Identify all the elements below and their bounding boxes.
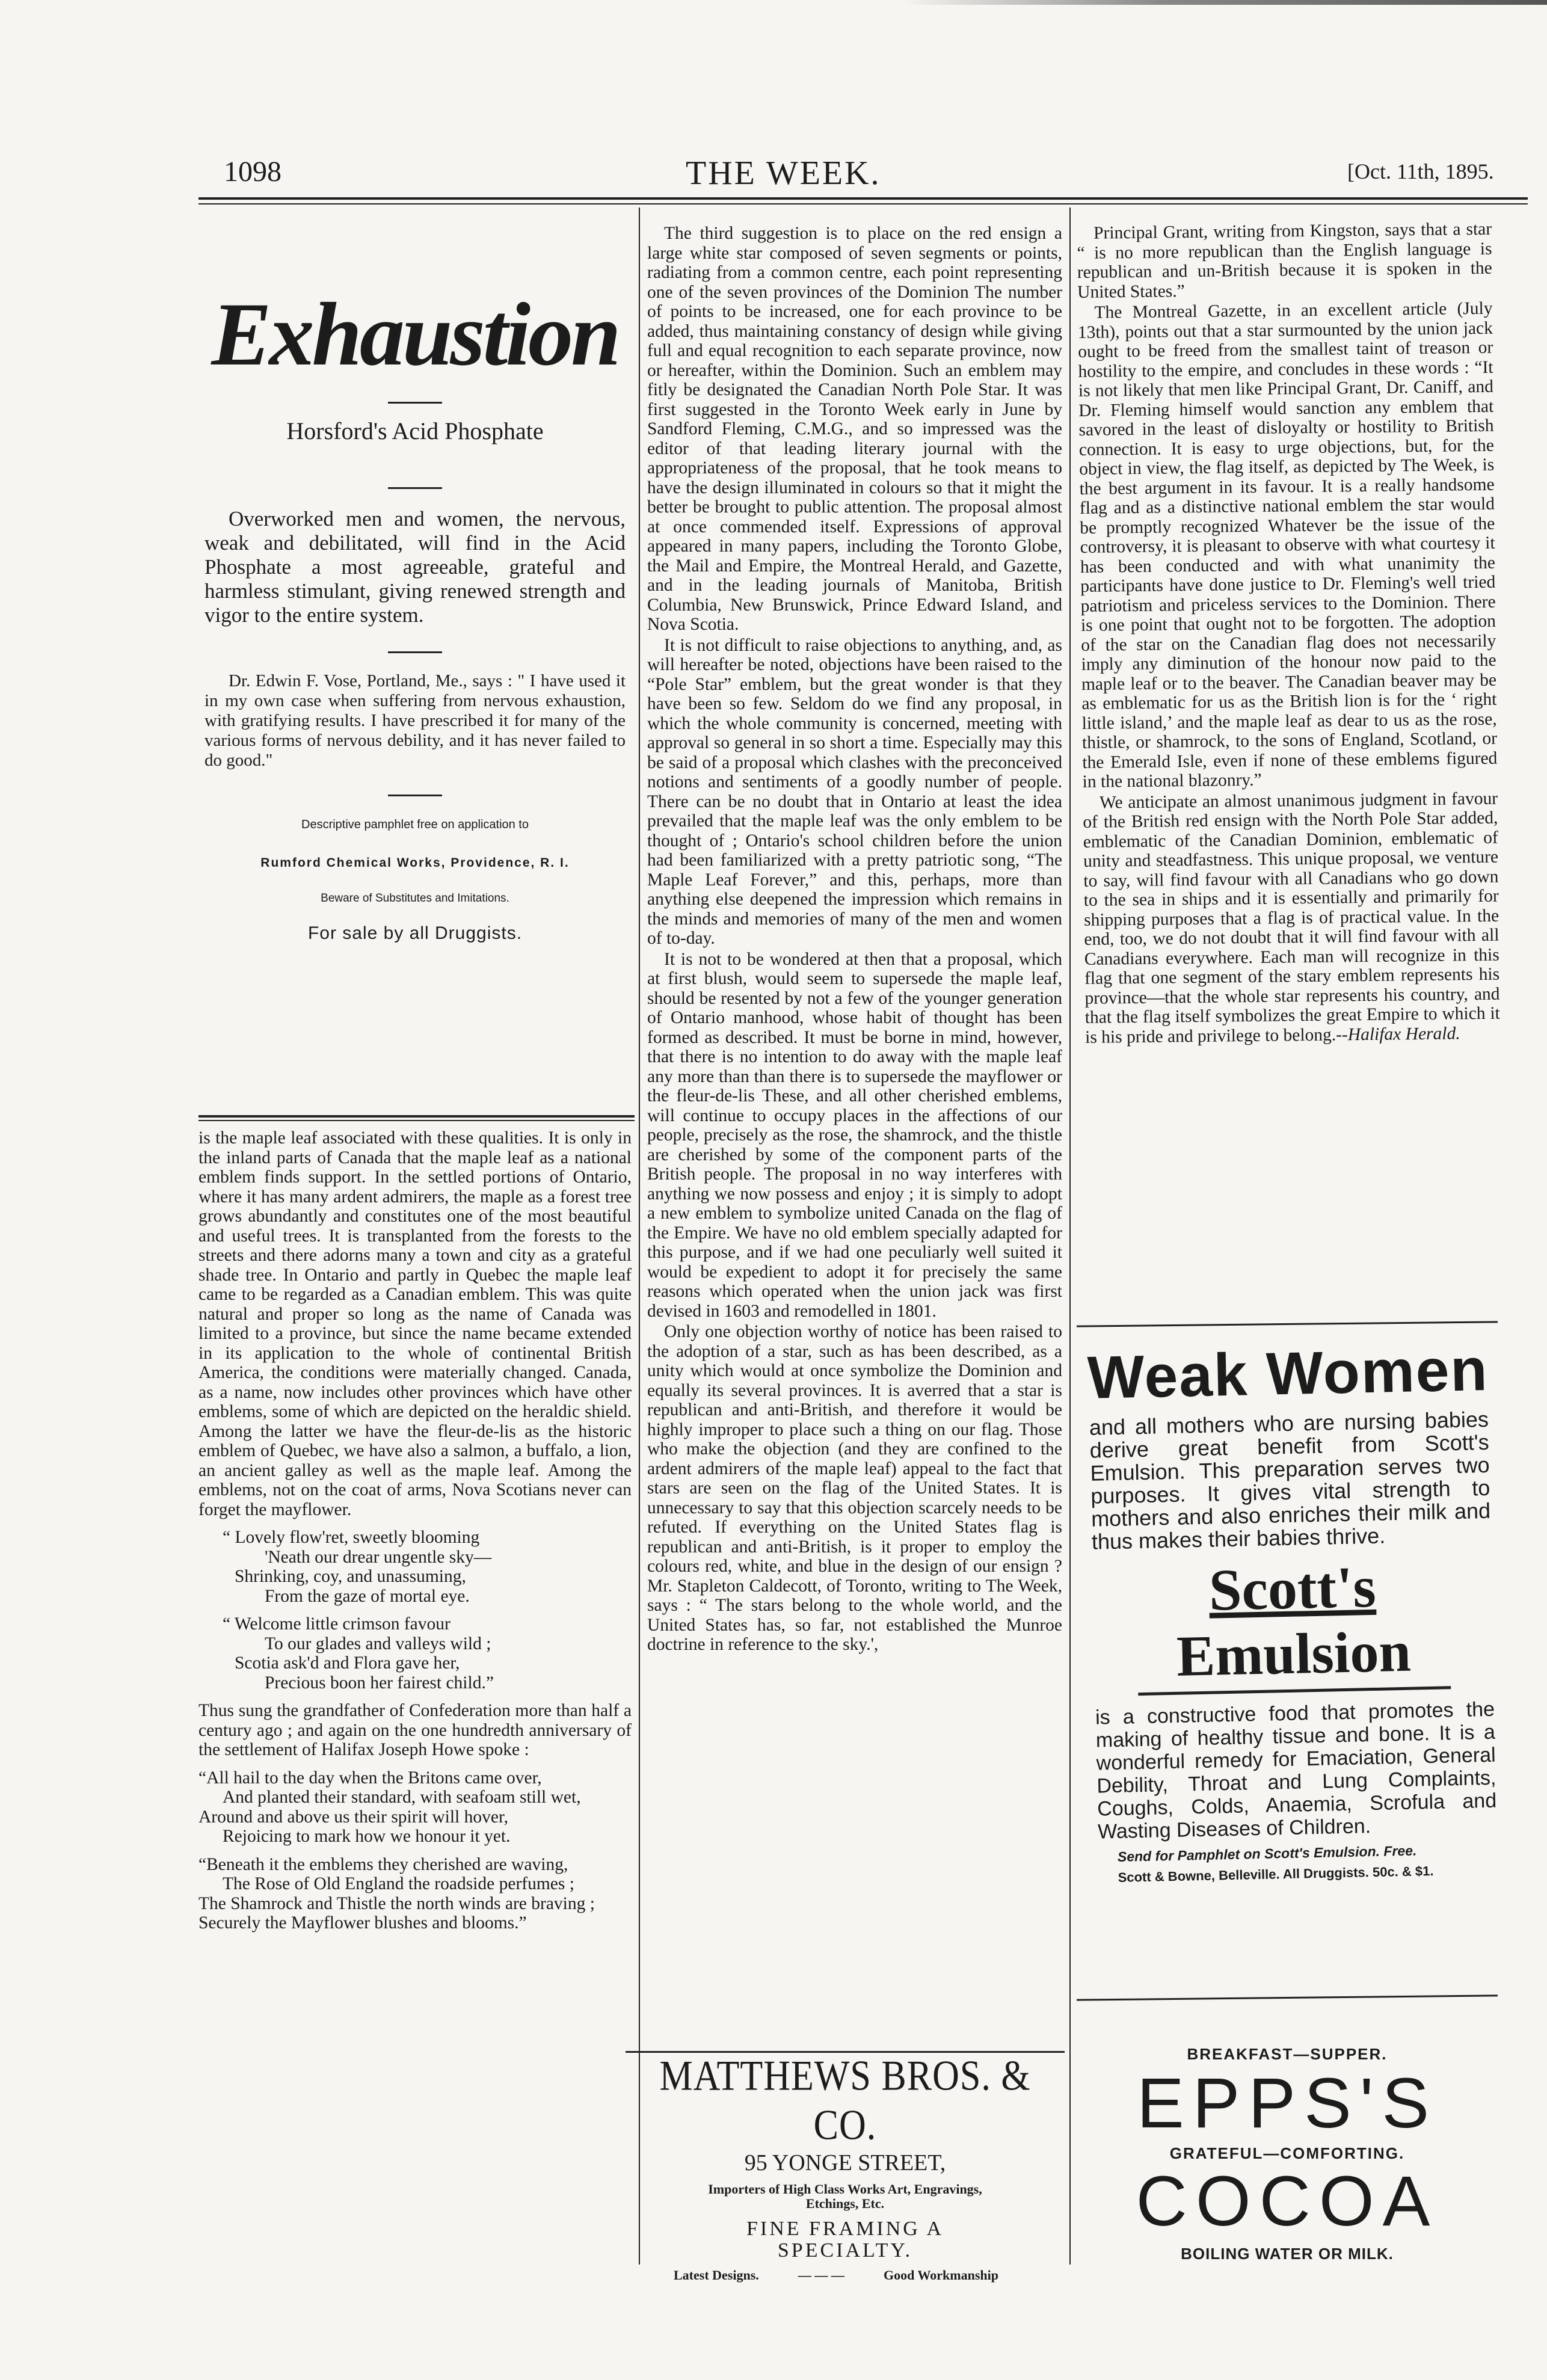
ad-body: Overworked men and women, the nervous, weak and debilitated, will find in the Acid Phosphate a most agreeable, grateful and harmless stimulant, giving renewed strength and vigor to the entire system. (205, 507, 626, 627)
poem-line: Securely the Mayflower blushes and blooms.” (198, 1913, 527, 1933)
poem-line: To our glades and valleys wild ; (265, 1634, 491, 1653)
epps-cocoa-advertisement (1083, 2045, 1492, 2263)
product-name: COCOA (1136, 2162, 1439, 2241)
poem-line: Around and above us their spirit will hover, (198, 1807, 508, 1827)
article-paragraph (1083, 789, 1500, 1047)
beware-note: Beware of Substitutes and Imitations. (321, 892, 509, 905)
dash-separator: — — — (798, 2268, 844, 2283)
ad-headline: Exhaustion (211, 284, 619, 384)
ad-testimonial: Dr. Edwin F. Vose, Portland, Me., says : " I have used it in my own case when suffering from nervous exhaustion, with gratifying results. I have prescribed it for many of the various forms of nervous debility, and it has never failed to do good." (205, 671, 626, 770)
ad-headline: Weak Women (1086, 1335, 1489, 1412)
horsford-advertisement (198, 211, 632, 1089)
section-rule (1077, 1321, 1498, 1327)
manufacturer: Rumford Chemical Works, Providence, R. I. (260, 856, 570, 870)
scan-edge (902, 0, 1547, 5)
divider (388, 795, 442, 796)
article-paragraph: The Montreal Gazette, in an excellent article (July 13th), points out that a star surmounted by the union jack ought to be freed from the smallest taint of treason or hostility to the empire, and concludes in these words : “It is not likely that men like Principal Grant, Dr. Caniff, and Dr. Fleming himself would sanction any emblem that savored in the least of disloyalty or hostility to British connection. It is easy to urge objections, but, for the object in view, the flag itself, as depicted by The Week, is the best argument in its favour. It is a really handsome flag and as a distinctive national emblem the star would be promptly recognized Whatever be the issue of the controversy, it is pleasant to observe with what courtesy it has been conducted and with what unanimity the participants have done justice to Dr. Fleming's well tried patriotism and priceless services to the Dominion. There is one point that ought not to be forgotten. The adoption of the star on the Canadian flag does not necessarily imply any diminution of the honour now paid to the maple leaf or to the beaver. The Canadian beaver may be as emblematic for us as the British lion is for the ‘ right little island,’ and the maple leaf as dear to us as the rose, thistle, or shamrock, to the sons of England, Scotland, or the Emerald Isle, even if none of these emblems figured in the national blazonry.” (1077, 298, 1498, 792)
article-paragraph: It is not to be wondered at then that a proposal, which at first blush, would seem to supersede the maple leaf, should be resented by not a few of the younger generation of Ontario manhood, whose habit of thought has been formed as described. It must be borne in mind, however, that there is no intention to do away with the maple leaf any more than than there is to supersede the mayflower or the fleur-de-lis These, and all other cherished emblems, will continue to occupy places in the affections of our people, precisely as the rose, the shamrock, and the thistle are cherished by some of the component parts of the British people. The proposal in no way interferes with anything we now possess and enjoy ; it is simply to adopt a new emblem to symbolize united Canada on the flag of the Empire. We have no old emblem specially adapted for this purpose, and if we had one peculiarly well suited it would be expedient to adopt it for precisely the same reasons which operated when the union jack was first devised in 1603 and remodelled in 1801. (647, 949, 1062, 1321)
divider (388, 651, 442, 653)
article-paragraph: Only one objection worthy of notice has been raised to the adoption of a star, such as has been described, as a unity which would at once symbolize the Dominion and equally its several provinces. It is averred that a star is republican and anti-British, and therefore it would be highly improper to place such a thing on our flag. Those who make the objection (and they are confined to the ardent admirers of the maple leaf) appeal to the fact that stars are seen on the flag of the United States. It is unnecessary to say that this objection scarcely needs to be refuted. If everything on the United States flag is republican and anti-British, is it proper to employ the colours red, white, and blue in the design of our ensign ? Mr. Stapleton Caldecott, of Toronto, writing to The Week, says : “ The stars belong to the whole world, and the United States has, so far, not established the Munroe doctrine in reference to the sky.', (647, 1322, 1062, 1654)
header-rule-thin (198, 203, 1528, 204)
poem-stanza (198, 1614, 632, 1693)
poem-line: The Rose of Old England the roadside perfumes ; (223, 1874, 574, 1893)
framing-line: FINE FRAMING A SPECIALTY. (746, 2218, 944, 2262)
article-paragraph: The third suggestion is to place on the red ensign a large white star composed of seven segments or points, radiating from a common centre, each point representing one of the seven provinces of the Dominion The number of points to be increased, one for each province to be added, thus maintaining constancy of design while giving full and equal recognition to each separate province, now or hereafter, within the Dominion. Such an emblem may fitly be designated the Canadian North Pole Star. It was first suggested in the Toronto Week early in June by Sandford Fleming, C.M.G., and so impressed was the editor of that leading literary journal with the appropriateness of the proposal, that he took means to have the design illuminated in colours so that it might the better be brought to public attention. The proposal almost at once commended itself. Expressions of approval appeared in many papers, including the Toronto Globe, the Mail and Empire, the Montreal Herald, and Gazette, and in the leading journals of Manitoba, British Columbia, New Brunswick, Prince Edward Island, and Nova Scotia. (647, 224, 1062, 634)
column-3-article (1077, 220, 1500, 1048)
column-divider (639, 208, 640, 2265)
poem-stanza (198, 1768, 632, 1846)
column-divider (1069, 208, 1071, 2265)
poem-line: From the gaze of mortal eye. (265, 1586, 470, 1606)
ad-body: and all mothers who are nursing babies derive great benefit from Scott's Emulsion. This preparation serves two purposes. It gives vital strength to mothers and also enriches their milk and thus makes their babies thrive. (1089, 1406, 1491, 1554)
poem-line: “All hail to the day when the Britons came over, (198, 1768, 542, 1788)
source-citation: Halifax Herald. (1347, 1023, 1460, 1044)
column-1-article (198, 1128, 632, 1942)
product-name: Horsford's Acid Phosphate (286, 417, 544, 444)
poem-line: “Beneath it the emblems they cherished are waving, (198, 1854, 568, 1874)
poem-line: 'Neath our drear ungentle sky— (265, 1547, 492, 1567)
latest-designs: Latest Designs. (674, 2268, 759, 2283)
divider (388, 487, 442, 489)
sale-note: For sale by all Druggists. (307, 923, 523, 943)
article-paragraph: is the maple leaf associated with these qualities. It is only in the inland parts of Canada that the maple leaf as a national emblem finds support. In the settled portions of Ontario, where it has many ardent admirers, the maple as a forest tree grows abundantly and constitutes one of the most beautiful and useful trees. It is transplanted from the forests to the streets and there adorns many a town and city as a grateful shade tree. In Ontario and partly in Quebec the maple leaf came to be regarded as a Canadian emblem. This was quite natural and proper so long as the name of Canada was limited to a province, but since the name became extended in its application to the whole of continental British America, the conditions were materially changed. Canada, as a name, now includes other provinces which have other emblems, some of which are depicted on the heraldic shield. Among the latter we have the fleur-de-lis as the historic emblem of Quebec, we have also a salmon, a buffalo, a lion, an ancient galley as well as the maple leaf. Among the emblems, not on the coat of arms, Nova Scotians never can forget the mayflower. (198, 1128, 632, 1519)
poem-line: “ Lovely flow'ret, sweetly blooming (223, 1528, 480, 1547)
company-name: MATTHEWS BROS. & CO. (659, 2052, 1031, 2149)
article-text: We anticipate an almost unanimous judgment in favour of the British red ensign with the North Pole Star added, emblematic of the Canadian Dominion, emblematic of unity and steadfastness. This unique proposal, we venture to say, will find favour with all Canadians who go down to the sea in ships and it is essentially and primarily for shipping purposes that a flag is of practical value. In the end, too, we do not doubt that it will find favour with all Canadians everywhere. Each man will recognize in this flag that one segment of the stary emblem represents his province—that the whole star represents his country, and that the flag itself symbolizes the great Empire to which it is his pride and privilege to belong.-- (1083, 789, 1500, 1047)
tagline: GRATEFUL—COMFORTING. (1169, 2144, 1405, 2162)
poem-line: Precious boon her fairest child.” (265, 1673, 494, 1693)
poem-line: “ Welcome little crimson favour (223, 1614, 451, 1634)
masthead-title: THE WEEK. (686, 155, 881, 192)
article-paragraph: It is not difficult to raise objections to anything, and, as will hereafter be noted, objections have been raised to the “Pole Star” emblem, but the great wonder is that they have been so few. Seldom do we find any proposal, in which the whole community is concerned, meeting with approval so general in so short a time. Especially may this be said of a proposal which clashes with the preconceived notions and sentiments of a goodly number of people. There can be no doubt that in Ontario at least the idea prevailed that the maple leaf was the only emblem to be thought of ; Ontario's school children before the union had been familiarized with a pretty patriotic song, “The Maple Leaf Forever,” and this, perhaps, more than anything else deepened the impression which remains in the minds and memories of many of the men and women of to-day. (647, 635, 1062, 948)
poem-line: Scotia ask'd and Flora gave her, (235, 1653, 460, 1673)
ad-body: is a constructive food that promotes the making of healthy tissue and bone. It is a wonderful remedy for Emaciation, General Debility, Throat and Lung Complaints, Coughs, Colds, Anaemia, Scrofula and Wasting Diseases of Children. (1095, 1697, 1497, 1843)
manufacturer: Scott & Bowne, Belleville. All Druggists. 50c. & $1. (1118, 1863, 1434, 1885)
brand-name: Scott's (1208, 1554, 1377, 1623)
poem-line: The Shamrock and Thistle the north winds are braving ; (198, 1893, 595, 1913)
brand-name: EPPS'S (1136, 2064, 1438, 2143)
pamphlet-note: Send for Pamphlet on Scott's Emulsion. Free. (1117, 1842, 1417, 1865)
poem-line: And planted their standard, with seafoam still wet, (223, 1788, 581, 1807)
footer-line (626, 2262, 1065, 2283)
article-paragraph: Thus sung the grandfather of Confederation more than half a century ago ; and again on the one hundredth anniversary of the settlement of Halifax Joseph Howe spoke : (198, 1701, 632, 1759)
brand-name: Emulsion (1176, 1619, 1412, 1688)
issue-date: [Oct. 11th, 1895. (1347, 159, 1494, 183)
poem-line: Shrinking, coy, and unassuming, (235, 1567, 466, 1586)
poem-stanza (198, 1528, 632, 1606)
ad-bottom-rule (198, 1115, 635, 1118)
ad-bottom-rule-thin (198, 1120, 635, 1121)
header-rule (198, 197, 1528, 200)
pamphlet-note: Descriptive pamphlet free on application to (301, 818, 529, 831)
section-rule (1077, 1994, 1498, 2000)
page-number: 1098 (224, 156, 281, 188)
scotts-emulsion-advertisement (1083, 1333, 1503, 1886)
poem-stanza (198, 1855, 632, 1933)
matthews-advertisement (626, 2052, 1065, 2283)
importers-line: Importers of High Class Works Art, Engravings, Etchings, Etc. (708, 2182, 982, 2211)
tagline-bottom: BOILING WATER OR MILK. (1181, 2245, 1394, 2263)
article-paragraph: Principal Grant, writing from Kingston, says that a star “ is no more republican than the English language is republican and un-British because it is spoken in the United States.” (1077, 219, 1492, 302)
column-2-article (647, 224, 1062, 1656)
poem-line: Rejoicing to mark how we honour it yet. (223, 1827, 511, 1846)
good-workmanship: Good Workmanship (884, 2268, 998, 2283)
company-address: 95 YONGE STREET, (744, 2150, 946, 2176)
divider (388, 402, 442, 404)
tagline-top: BREAKFAST—SUPPER. (1187, 2045, 1388, 2063)
